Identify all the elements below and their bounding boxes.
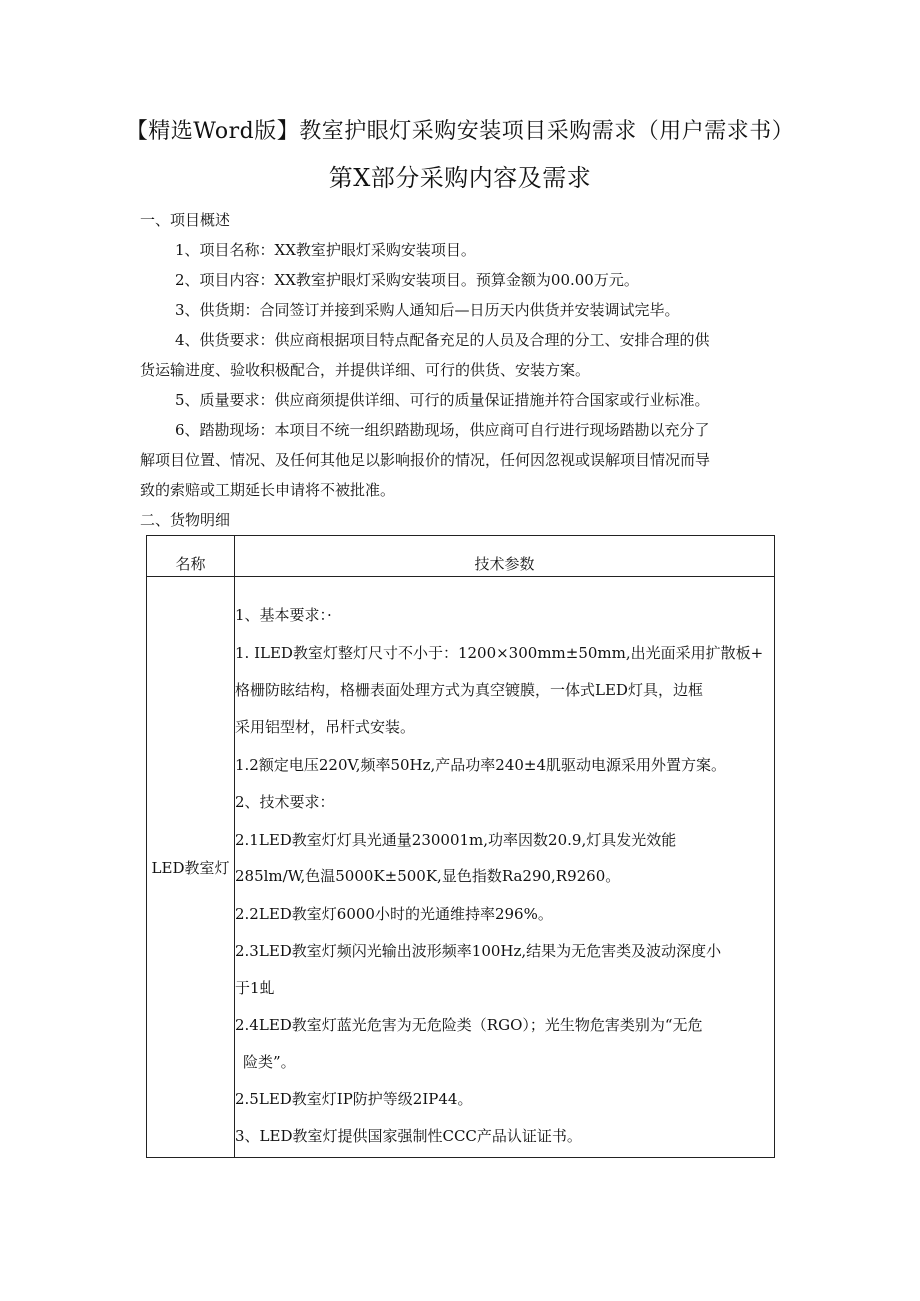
spec-line: 285lm/W,色温5000K±500K,显色指数Ra290,R9260。	[235, 867, 621, 885]
header-spec: 技术参数	[235, 536, 775, 577]
overview-item-site-survey-cont-2: 致的索赔或工期延长申请将不被批准。	[140, 481, 396, 499]
overview-item-name: 1、项目名称：XX教室护眼灯采购安装项目。	[175, 241, 476, 259]
spec-line: 2.5LED教室灯IP防护等级2IP44。	[235, 1090, 473, 1108]
spec-cell	[235, 577, 775, 1158]
spec-line: 格栅防眩结构，格栅表面处理方式为真空镀膜，一体式LED灯具，边框	[235, 681, 703, 699]
overview-item-delivery-period: 3、供货期：合同签订并接到采购人通知后—日历天内供货并安装调试完毕。	[175, 301, 680, 319]
spec-line: 1. ILED教室灯整灯尺寸不小于：1200×300mm±50mm,出光面采用扩散板+	[235, 644, 764, 662]
goods-table	[146, 535, 775, 1158]
overview-item-content: 2、项目内容：XX教室护眼灯采购安装项目。预算金额为00.00万元。	[175, 271, 639, 289]
table-header-row	[147, 536, 775, 577]
spec-line: 2.1LED教室灯灯具光通量230001m,功率因数20.9,灯具发光效能	[235, 831, 677, 849]
header-name: 名称	[147, 536, 235, 577]
spec-line: 2、技术要求：	[235, 793, 335, 811]
spec-line: 2.4LED教室灯蓝光危害为无危险类（RGO）；光生物危害类别为“无危	[235, 1016, 703, 1034]
spec-line: 于1虬	[235, 979, 275, 997]
spec-line: 2.2LED教室灯6000小时的光通维持率296%。	[235, 905, 553, 923]
spec-line: 3、LED教室灯提供国家强制性CCC产品认证证书。	[235, 1127, 582, 1145]
overview-item-quality-requirement: 5、质量要求：供应商须提供详细、可行的质量保证措施并符合国家或行业标准。	[175, 391, 710, 409]
table-row	[147, 577, 775, 1158]
section-title: 第X部分采购内容及需求	[328, 164, 592, 192]
spec-line: 1.2额定电压220V,频率50Hz,产品功率240±4肌驱动电源采用外置方案。	[235, 756, 727, 774]
spec-line: 2.3LED教室灯频闪光输出波形频率100Hz,结果为无危害类及波动深度小	[235, 942, 722, 960]
document-title: 【精选Word版】教室护眼灯采购安装项目采购需求（用户需求书）	[125, 119, 795, 144]
product-name-cell: LED教室灯	[147, 577, 235, 1158]
goods-heading: 二、货物明细	[140, 511, 231, 529]
overview-item-site-survey: 6、踏勘现场：本项目不统一组织踏勘现场，供应商可自行进行现场踏勘以充分了	[175, 421, 710, 439]
overview-item-supply-requirement-cont: 货运输进度、验收积极配合，并提供详细、可行的供货、安装方案。	[140, 361, 591, 379]
spec-line: 采用铝型材，吊杆式安装。	[235, 718, 416, 736]
spec-line: 1、基本要求：·	[235, 606, 332, 624]
overview-item-site-survey-cont-1: 解项目位置、情况、及任何其他足以影响报价的情况，任何因忽视或误解项目情况而导	[140, 451, 711, 469]
overview-item-supply-requirement: 4、供货要求：供应商根据项目特点配备充足的人员及合理的分工、安排合理的供	[175, 331, 710, 349]
spec-line: 险类”。	[243, 1053, 296, 1071]
overview-heading: 一、项目概述	[140, 211, 231, 229]
